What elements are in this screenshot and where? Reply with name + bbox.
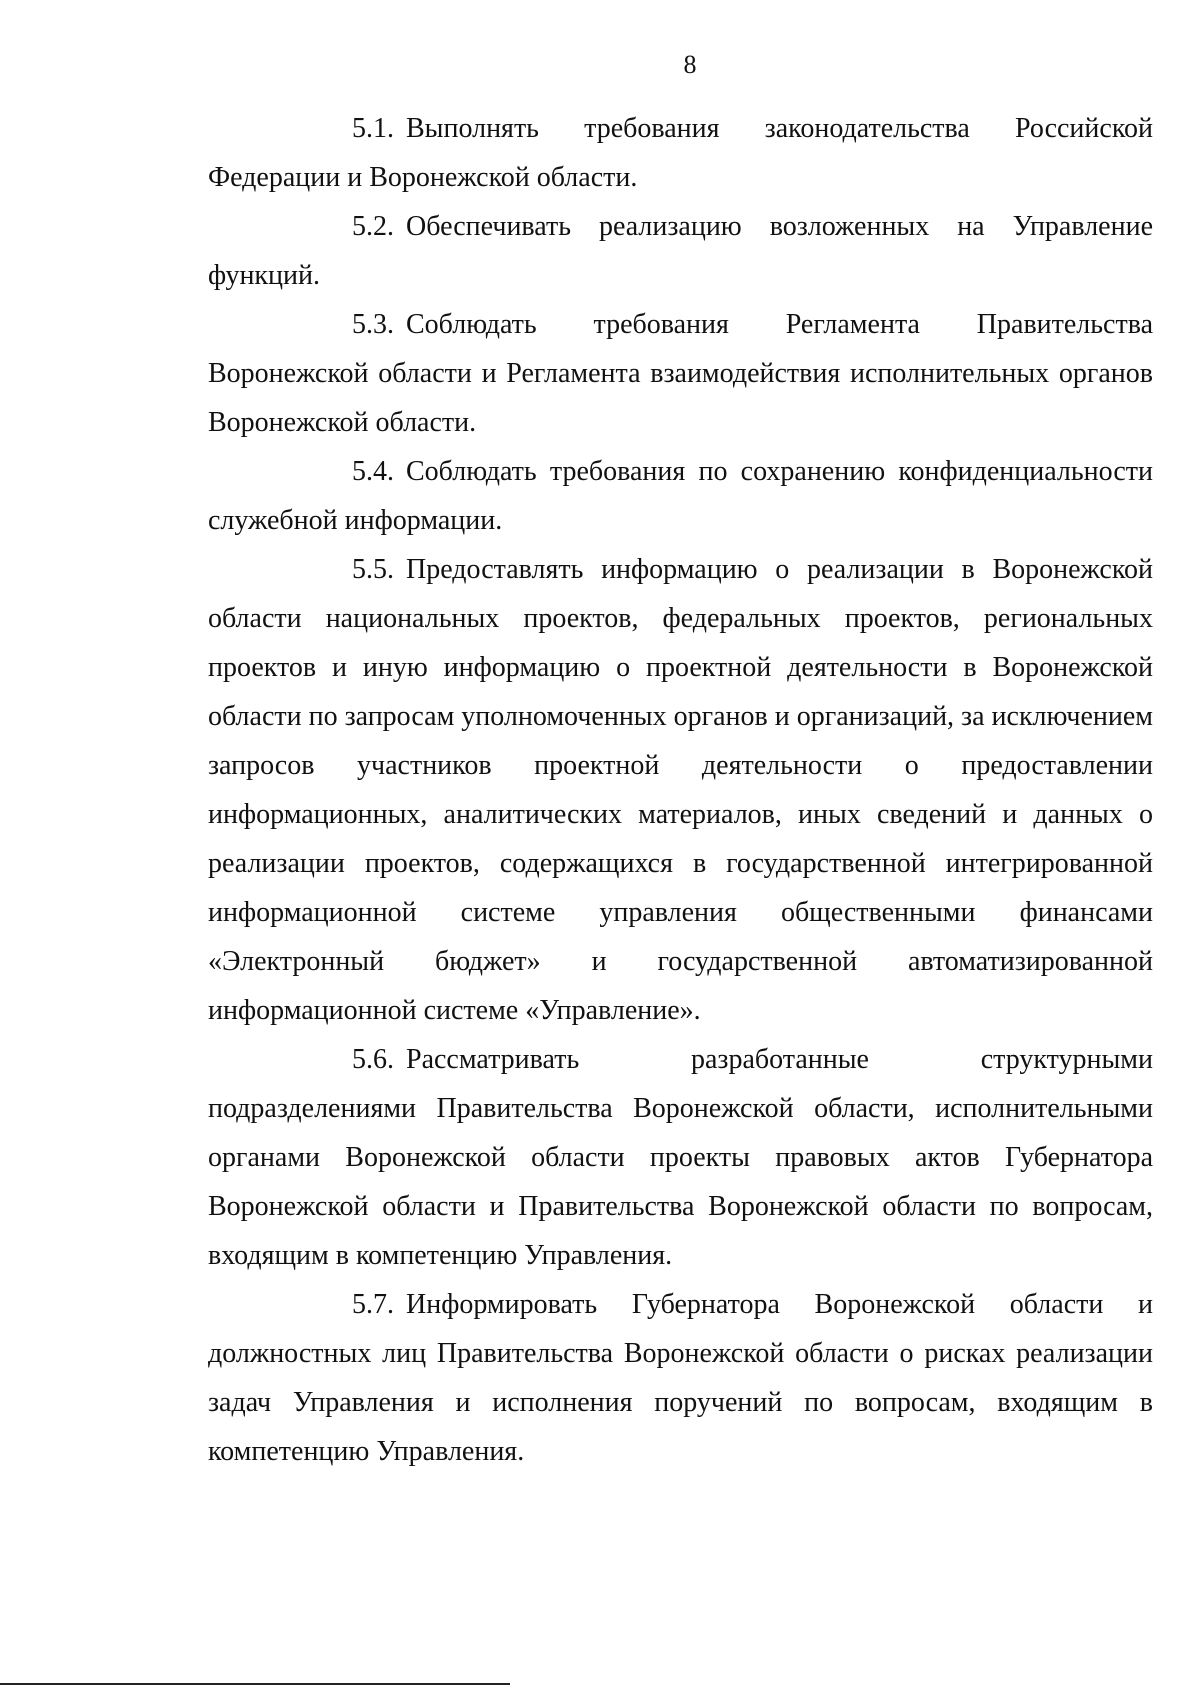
paragraph-text: Соблюдать требования Регламента Правительства Воронежской области и Регламента взаимодействия исполнительных органов Воронежской области.	[208, 309, 1153, 438]
paragraph-5-1	[208, 104, 1153, 202]
paragraph-text: Рассматривать разработанные структурными подразделениями Правительства Воронежской области, исполнительными органами Воронежской области проекты правовых актов Губернатора Воронежской области и Правительства Воронежской области по вопросам, входящим в компетенцию Управления.	[208, 1044, 1153, 1271]
paragraph-5-7	[208, 1280, 1153, 1476]
paragraph-number: 5.2.	[352, 211, 394, 242]
paragraph-text: Соблюдать требования по сохранению конфиденциальности служебной информации.	[208, 456, 1153, 536]
paragraph-5-2	[208, 202, 1153, 300]
document-body	[208, 104, 1153, 1476]
footer-rule	[0, 1683, 510, 1685]
paragraph-5-3	[208, 300, 1153, 447]
paragraph-5-6	[208, 1035, 1153, 1280]
paragraph-text: Обеспечивать реализацию возложенных на Управление функций.	[208, 211, 1153, 291]
paragraph-number: 5.5.	[352, 554, 394, 585]
paragraph-5-4	[208, 447, 1153, 545]
paragraph-text: Предоставлять информацию о реализации в Воронежской области национальных проектов, федеральных проектов, региональных проектов и иную информацию о проектной деятельности в Воронежской области по запросам уполномоченных органов и организаций, за исключением запросов участников проектной деятельности о предоставлении информационных, аналитических материалов, иных сведений и данных о реализации проектов, содержащихся в государственной интегрированной информационной системе управления общественными финансами «Электронный бюджет» и государственной автоматизированной информационной системе «Управление».	[208, 554, 1153, 1026]
paragraph-number: 5.3.	[352, 309, 394, 340]
paragraph-text: Выполнять требования законодательства Российской Федерации и Воронежской области.	[208, 113, 1153, 193]
paragraph-number: 5.6.	[352, 1044, 394, 1075]
paragraph-number: 5.4.	[352, 456, 394, 487]
page-number: 8	[683, 50, 697, 79]
paragraph-number: 5.1.	[352, 113, 394, 144]
paragraph-5-5	[208, 545, 1153, 1035]
paragraph-number: 5.7.	[352, 1289, 394, 1320]
paragraph-text: Информировать Губернатора Воронежской области и должностных лиц Правительства Воронежской области о рисках реализации задач Управления и исполнения поручений по вопросам, входящим в компетенцию Управления.	[208, 1289, 1153, 1467]
